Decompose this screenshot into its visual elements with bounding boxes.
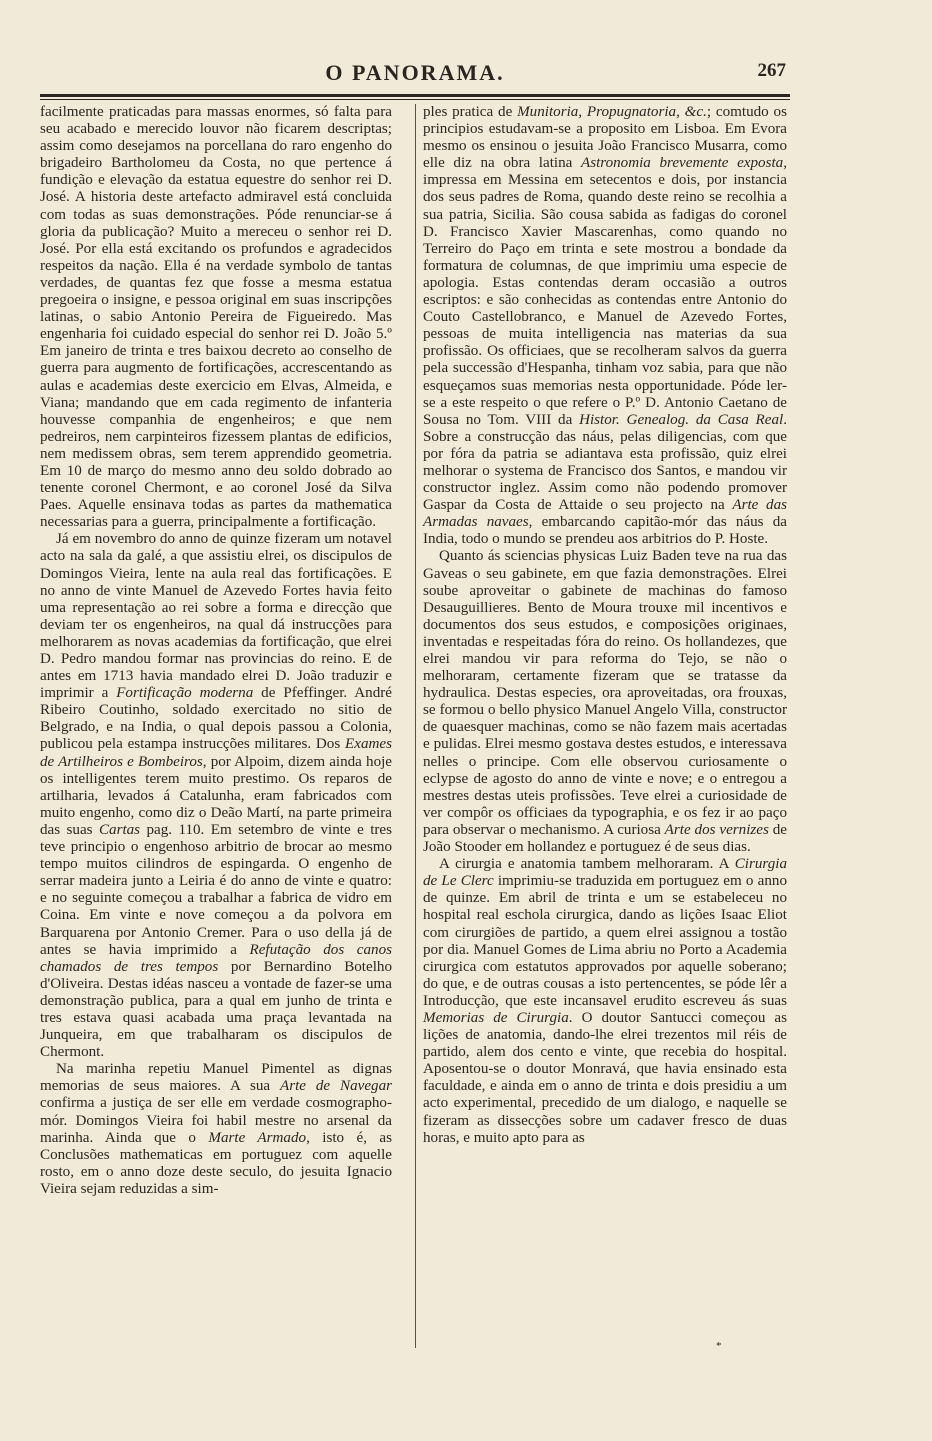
paragraph: Na marinha repetiu Manuel Pimentel as dignas memorias de seus maiores. A sua Arte de Navegar confirma a justiça de ser elle em verdade cosmographo-mór. Domingos Vieira foi habil mestre no arsenal da marinha. Ainda que o Marte Armado, isto é, as Conclusões mathematicas em portuguez com aquelle rosto, em o anno doze deste seculo, do jesuita Ignacio Vieira sejam reduzidas a sim- <box>40 1061 392 1197</box>
paragraph: A cirurgia e anatomia tambem melhoraram. A Cirurgia de Le Clerc imprimiu-se traduzida em portuguez em o anno de quinze. Em abril de trinta e um se estabeleceu no hospital real eschola cirurgica, dando as lições Isaac Eliot com cirurgiões de partido, a quem elrei assignou a tostão por dia. Manuel Gomes de Lima abriu no Porto a Academia cirurgica com estatutos approvados por aquelle soberano; do que, e de outras cousas a isto pertencentes, se póde lêr a Introducção, que este incansavel erudito escreveu ás suas Memorias de Cirurgia. O doutor Santucci começou as lições de anatomia, dando-lhe elrei trezentos mil réis de partido, alem dos cento e vinte, que recebia do hospital. Aposentou-se o doutor Monravá, que havia ensinado esta faculdade, e ainda em o anno de trinta e dois presidiu a um acto experimental, precedido de um dialogo, e naquelle se fizeram as dissecções sobre um cadaver fresco de duas horas, e muito apto para as <box>423 856 787 1146</box>
page-number: 267 <box>757 60 786 81</box>
page-title: O PANORAMA. <box>325 60 505 85</box>
paragraph: ples pratica de Munitoria, Propugnatoria, &c.; comtudo os principios estudavam-se a proposito em Lisboa. Em Evora mesmo os ensinou o jesuita João Francisco Musarra, como elle diz na obra latina Astronomia brevemente exposta, impressa em Messina em setecentos e dois, por instancia dos seus padres de Roma, quando deste reino se recolhia a sua patria, Sicilia. São cousa sabida as fadigas do coronel D. Francisco Xavier Mascarenhas, como quando no Terreiro do Paço em trinta e sete mostrou a bondade da formatura de columnas, de que imprimiu uma especie de apologia. Estas contendas deram occasião a outros escriptos: e são conhecidas as contendas entre Antonio do Couto Castellobranco, e Manuel de Azevedo Fortes, pessoas de muita intelligencia nas materias da sua profissão. Os officiaes, que se recolheram salvos da guerra pela successão d'Hespanha, tinham voz sabia, para que não esqueçamos suas memorias nesta opportunidade. Póde ler-se a este respeito o que refere o P.º D. Antonio Caetano de Sousa no Tom. VIII da Histor. Genealog. da Casa Real. Sobre a construcção das náus, pelas diligencias, com que por fóra da patria se adiantava esta profissão, quiz elrei melhorar o systema de Francisco dos Santos, e mandou vir constructor inglez. Assim como não podendo promover Gaspar da Costa de Attaide o seu projecto na Arte das Armadas navaes, embarcando capitão-mór das náus da India, todo o mundo se prendeu aos arbitrios do P. Hoste. <box>423 104 787 548</box>
paragraph: facilmente praticadas para massas enormes, só falta para seu acabado e merecido louvor não ficarem descriptas; assim como desejamos na porcellana do raro engenho do brigadeiro Bartholomeu da Costa, no que pertence á fundição e elevação da estatua equestre do senhor rei D. José. A historia deste artefacto admiravel está concluida com todas as suas demonstrações. Póde renunciar-se á gloria da publicação? Muito a mereceu o senhor rei D. José. Por ella está excitando os profundos e agradecidos respeitos da nação. Ella é na verdade symbolo de tantas verdades, de quantas fez que fosse a mesma estatua pregoeira o insigne, e pessoa original em suas inscripções latinas, o sabio Antonio Pereira de Figueiredo. Mas engenharia foi cuidado especial do senhor rei D. João 5.º Em janeiro de trinta e tres baixou decreto ao conselho de guerra para augmento de fortificações, accrescentando as aulas e academias deste exercicio em Elvas, Almeida, e Viana; mandando que em cada regimento de infanteria houvesse companhia de engenheiros; e que nem pedreiros, nem carpinteiros fizessem plantas de edificios, nem medissem obras, sem terem apprendido geometria. Em 10 de março do mesmo anno deu soldo dobrado ao tenente coronel Chermont, e ao coronel José da Silva Paes. Aquelle ensinava todas as partes da mathematica necessarias para a guerra, principalmente a fortificação. <box>40 104 392 531</box>
masthead <box>40 58 790 92</box>
footer-mark: * <box>716 1340 722 1352</box>
right-column <box>423 104 787 1147</box>
header-rule-thin <box>40 99 790 100</box>
header-rule <box>40 94 790 97</box>
column-divider <box>415 104 416 1348</box>
paragraph: Já em novembro do anno de quinze fizeram um notavel acto na sala da galé, a que assistiu elrei, os discipulos de Domingos Vieira, lente na aula real das fortificações. E no anno de vinte Manuel de Azevedo Fortes havia feito uma representação ao rei sobre a forma e direcção que deviam ter os engenheiros, na qual dá instrucções para melhorarem as novas academias da fortificação, que elrei D. Pedro mandou formar nas provincias do reino. E de antes em 1713 havia mandado elrei D. João traduzir e imprimir a Fortificação moderna de Pfeffinger. André Ribeiro Coutinho, soldado exercitado no sitio de Belgrado, e na India, o qual depois passou a Colonia, publicou pela estampa instrucções militares. Dos Exames de Artilheiros e Bombeiros, por Alpoim, dizem ainda hoje os intelligentes terem muito prestimo. Os reparos de artilharia, levados á Catalunha, eram fabricados com muito engenho, como diz o Deão Martí, na parte primeira das suas Cartas pag. 110. Em setembro de vinte e tres teve principio o engenhoso arbitrio de brocar ao mesmo tempo muitos cilindros de espingarda. O engenho de serrar madeira junto a Leiria é do anno de vinte e quatro: e no seguinte começou a trabalhar a fabrica de vidro em Coina. Em vinte e nove começou a da polvora em Barquarena por Antonio Cremer. Para o uso della já de antes se havia imprimido a Refutação dos canos chamados de tres tempos por Bernardino Botelho d'Oliveira. Destas idéas nasceu a vontade de fazer-se uma demonstração publica, para a qual em junho de trinta e tres estava quasi acabada uma praça levantada na Junqueira, em que trabalharam os discipulos de Chermont. <box>40 531 393 1061</box>
left-column <box>40 104 392 1198</box>
paragraph: Quanto ás sciencias physicas Luiz Baden teve na rua das Gaveas o seu gabinete, em que fazia demonstrações. Elrei soube aproveitar o gabinete de machinas do famoso Desauguillieres. Bento de Moura trouxe mil incentivos e documentos dos seus estudos, e composições originaes, inventadas e respeitadas fóra do reino. Os hollandezes, que elrei mandou vir para reforma do Tejo, se não o melhoraram, certamente fizeram que se tratasse da hydraulica. Destas especies, ora aproveitadas, ora frouxas, se formou o bello physico Manuel Angelo Villa, constructor de quaesquer machinas, como se não fazem mais acertadas e pulidas. Elrei mesmo gostava destes estudos, e interessava nelles o principe. Com elle observou curiosamente o eclypse de agosto do anno de vinte e nove; e o entregou a mestres destas uteis profissões. Teve elrei a curiosidade de ver compôr os officiaes da typographia, e os fez ir ao paço para observar o mechanismo. A curiosa Arte dos vernizes de João Stooder em hollandez e portuguez é de seus dias. <box>423 548 787 856</box>
